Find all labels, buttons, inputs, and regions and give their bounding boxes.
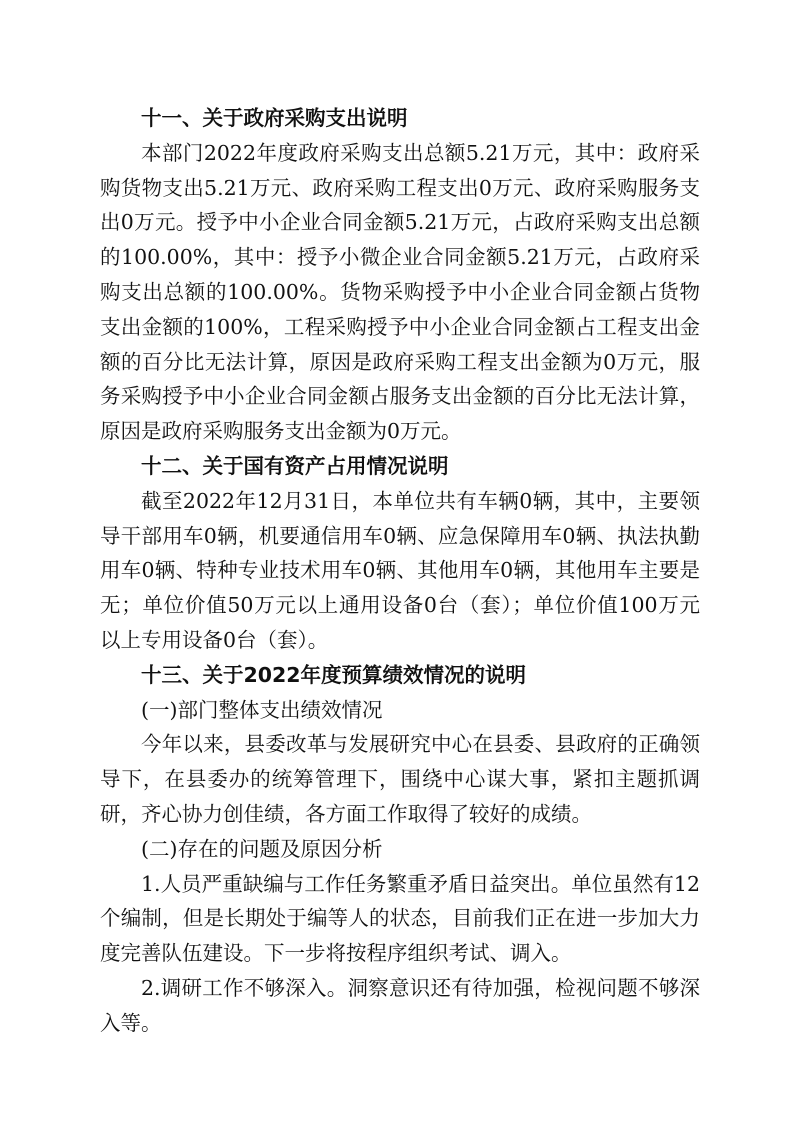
paragraph: 本部门2022年度政府采购支出总额5.21万元，其中：政府采购货物支出5.21万元、政府采购工程支出0万元、政府采购服务支出0万元。授予中小企业合同金额5.21万元，占政府采购支出总额的100.00%，其中：授予小微企业合同金额5.21万元，占政府采购支出总额的100.00%。货物采购授予中小企业合同金额占货物支出金额的100%，工程采购授予中小企业合同金额占工程支出金额的百分比无法计算，原因是政府采购工程支出金额为0万元，服务采购授予中小企业合同金额占服务支出金额的百分比无法计算，原因是政府采购服务支出金额为0万元。 <box>100 140 700 444</box>
section-budget-performance <box>100 658 700 1041</box>
document-page <box>100 101 700 1041</box>
paragraph: 今年以来，县委改革与发展研究中心在县委、县政府的正确领导下，在县委办的统筹管理下，围绕中心谋大事，紧扣主题抓调研，齐心协力创佳绩，各方面工作取得了较好的成绩。 <box>100 732 700 826</box>
subheading: (一)部门整体支出绩效情况 <box>141 697 383 722</box>
section-heading: 十一、关于政府采购支出说明 <box>141 106 408 130</box>
subheading: (二)存在的问题及原因分析 <box>141 836 383 861</box>
section-government-procurement <box>100 101 700 449</box>
section-state-assets <box>100 449 700 658</box>
paragraph: 2.调研工作不够深入。洞察意识还有待加强，检视问题不够深入等。 <box>100 975 700 1035</box>
paragraph: 截至2022年12月31日，本单位共有车辆0辆，其中，主要领导干部用车0辆，机要通信用车0辆、应急保障用车0辆、执法执勤用车0辆、特种专业技术用车0辆、其他用车0辆，其他用车主要是无；单位价值50万元以上通用设备0台（套）；单位价值100万元以上专用设备0台（套）。 <box>100 488 700 652</box>
paragraph: 1.人员严重缺编与工作任务繁重矛盾日益突出。单位虽然有12个编制，但是长期处于编等人的状态，目前我们正在进一步加大力度完善队伍建设。下一步将按程序组织考试、调入。 <box>100 871 700 966</box>
section-heading: 十二、关于国有资产占用情况说明 <box>141 453 449 478</box>
section-heading: 十三、关于2022年度预算绩效情况的说明 <box>141 662 527 687</box>
